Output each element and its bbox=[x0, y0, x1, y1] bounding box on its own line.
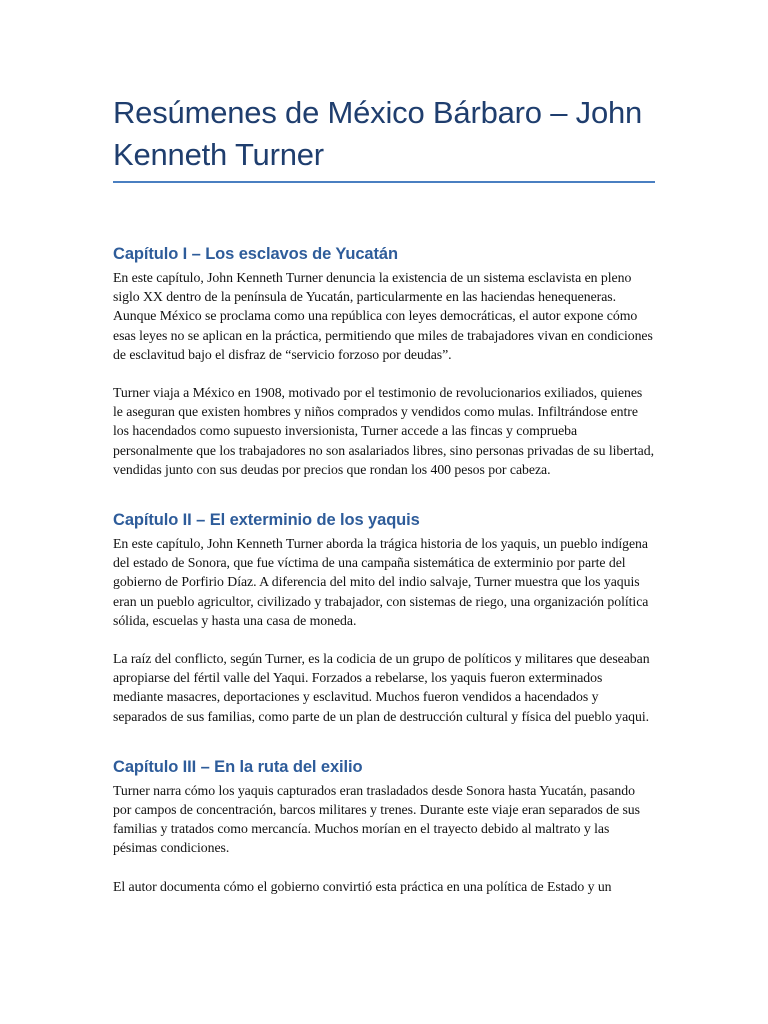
chapter-1-paragraph-2: Turner viaja a México en 1908, motivado por el testimonio de revolucionarios exiliados, quienes le aseguran que existen hombres y niños comprados y vendidos como mulas. Infiltrándose entre los hacendados como supuesto inversionista, Turner accede a las fincas y comprueba personalmente que los trabajadores no son asalariados libres, sino personas privadas de su libertad, vendidas junto con sus deudas por precios que rondan los 400 pesos por cabeza. bbox=[113, 385, 654, 477]
document-page bbox=[113, 92, 655, 896]
chapter-3-paragraph-2: El autor documenta cómo el gobierno convirtió esta práctica en una política de Estado y un bbox=[113, 878, 612, 894]
chapter-1-section bbox=[113, 243, 655, 479]
chapter-2-heading: Capítulo II – El exterminio de los yaquis bbox=[113, 511, 420, 530]
chapter-2-section bbox=[113, 509, 655, 726]
chapter-1-heading: Capítulo I – Los esclavos de Yucatán bbox=[113, 245, 398, 263]
spacer bbox=[113, 183, 655, 213]
chapter-2-paragraph-2: La raíz del conflicto, según Turner, es la codicia de un grupo de políticos y militares que deseaban apropiarse del fértil valle del Yaqui. Forzados a rebelarse, los yaquis fueron exterminados mediante masacres, deportaciones y esclavitud. Muchos fueron vendidos a hacendados y separados de sus familias, como parte de un plan de destrucción cultural y física del pueblo yaqui. bbox=[113, 651, 650, 724]
chapter-3-paragraph-1: Turner narra cómo los yaquis capturados eran trasladados desde Sonora hasta Yucatán, pasando por campos de concentración, barcos militares y trenes. Durante este viaje eran separados de sus familias y tratados como mercancía. Muchos morían en el trayecto debido al maltrato y las pésimas condiciones. bbox=[113, 782, 640, 856]
chapter-2-paragraph-1: En este capítulo, John Kenneth Turner aborda la trágica historia de los yaquis, un pueblo indígena del estado de Sonora, que fue víctima de una campaña sistemática de exterminio por parte del gobierno de Porfirio Díaz. A diferencia del mito del indio salvaje, Turner muestra que los yaquis eran un pueblo agricultor, civilizado y trabajador, con sistemas de riego, una organización política sólida, escuelas y hasta una casa de moneda. bbox=[113, 536, 649, 628]
chapter-3-section bbox=[113, 756, 655, 896]
chapter-1-paragraph-1: En este capítulo, John Kenneth Turner denuncia la existencia de un sistema esclavista en pleno siglo XX dentro de la península de Yucatán, particularmente en las haciendas henequeneras. Aunque México se proclama como una república con leyes democráticas, el autor expone cómo esas leyes no se aplican en la práctica, permitiendo que miles de trabajadores vivan en condiciones de esclavitud bajo el disfraz de “servicio forzoso por deudas”. bbox=[113, 270, 653, 362]
document-title: Resúmenes de México Bárbaro – John Kenneth Turner bbox=[113, 95, 643, 172]
chapter-3-heading: Capítulo III – En la ruta del exilio bbox=[113, 757, 363, 776]
